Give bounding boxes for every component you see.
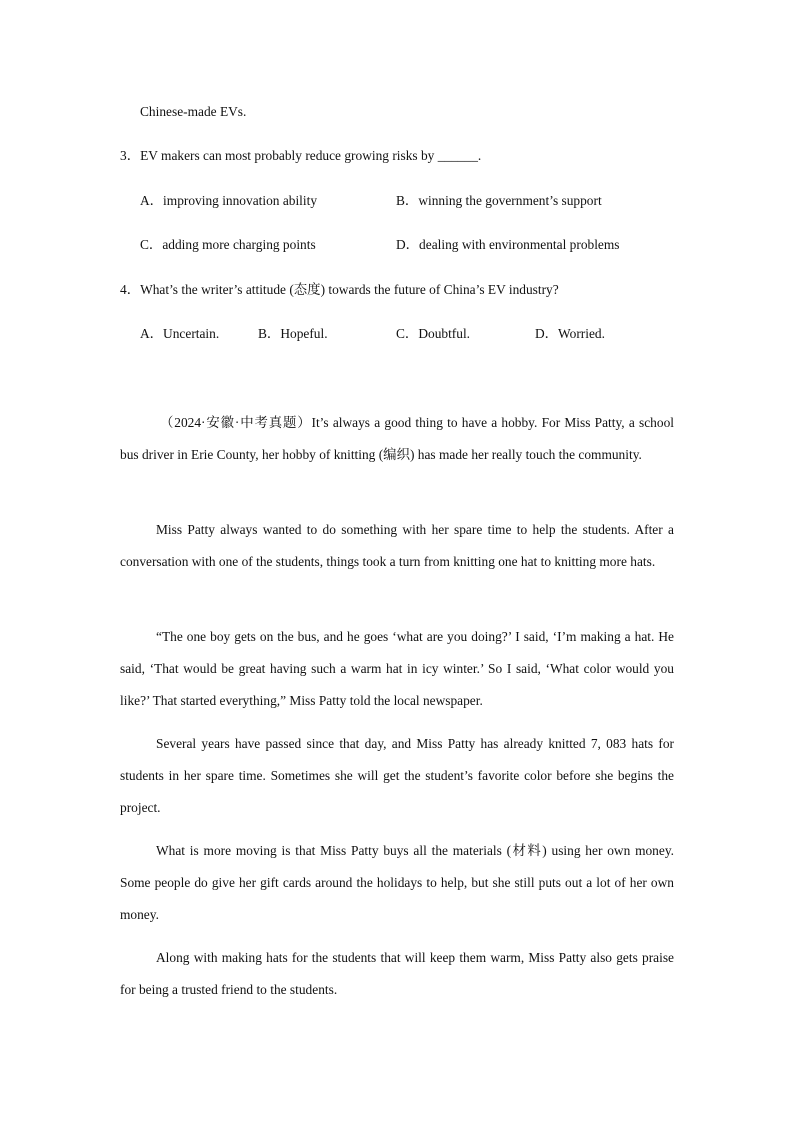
question-3-option-b: B．winning the government’s support xyxy=(396,193,602,208)
passage-paragraph-2: Miss Patty always wanted to do something with her spare time to help the students. After a conversation with one of the students, things took a turn from knitting one hat to knitting more hats. xyxy=(120,522,674,569)
carryover-text: Chinese-made EVs. xyxy=(140,104,247,119)
question-3-stem: 3．EV makers can most probably reduce growing risks by ______. xyxy=(120,148,482,163)
question-4-option-c: C．Doubtful. xyxy=(396,326,471,341)
passage-paragraph-3: “The one boy gets on the bus, and he goes ‘what are you doing?’ I said, ‘I’m making a hat. He said, ‘That would be great having such a warm hat in icy winter.’ So I said, ‘What color would you like?’ That started everything,” Miss Patty told the local newspaper. xyxy=(120,629,674,708)
passage-paragraph-1 xyxy=(120,407,674,471)
passage-paragraph-4: Several years have passed since that day, and Miss Patty has already knitted 7, 083 hats for students in her spare time. Sometimes she will get the student’s favorite color before she begins the project. xyxy=(120,736,674,815)
question-3-option-c: C．adding more charging points xyxy=(140,237,316,252)
question-3-option-d: D．dealing with environmental problems xyxy=(396,237,620,252)
question-4-option-d: D．Worried. xyxy=(535,326,605,341)
passage-paragraph-1-text: It’s always a good thing to have a hobby. For Miss Patty, a school bus driver in Erie County, her hobby of knitting (编织) has made her really touch the community. xyxy=(120,415,674,462)
passage-paragraph-5: What is more moving is that Miss Patty buys all the materials (材料) using her own money. Some people do give her gift cards around the holidays to help, but she still puts out a lot of her own money. xyxy=(120,843,674,922)
question-4-option-a: A．Uncertain. xyxy=(140,326,220,341)
question-4-option-b: B．Hopeful. xyxy=(258,326,328,341)
question-3-option-a: A．improving innovation ability xyxy=(140,193,318,208)
passage-source: （2024·安徽·中考真题） xyxy=(160,415,312,430)
question-4-stem: 4．What’s the writer’s attitude (态度) towards the future of China’s EV industry? xyxy=(120,282,559,297)
passage-paragraph-6: Along with making hats for the students that will keep them warm, Miss Patty also gets praise for being a trusted friend to the students. xyxy=(120,950,674,997)
